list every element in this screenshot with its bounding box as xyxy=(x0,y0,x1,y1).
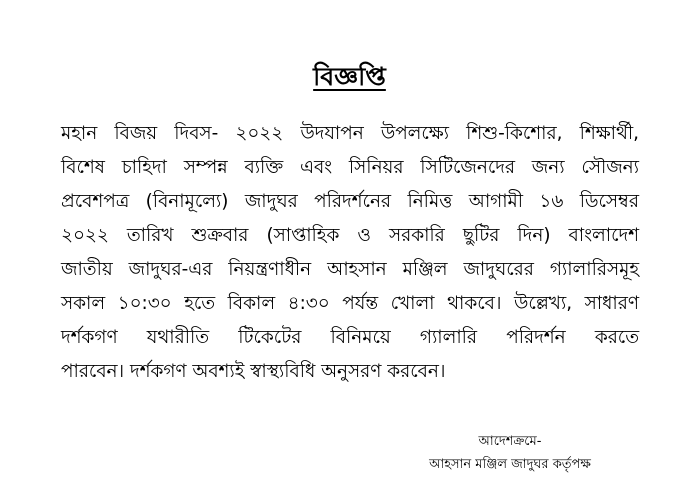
body-line-last: পারবেন। দর্শকগণ অবশ্যই স্বাস্থ্যবিধি অনুসরণ করবেন। xyxy=(61,361,446,382)
body-line: ২০২২ তারিখ শুক্রবার (সাপ্তাহিক ও সরকারি ছুটির দিন) বাংলাদেশ xyxy=(61,225,639,246)
signature-order-line: আদেশক্রমে- xyxy=(478,434,542,449)
body-line: সকাল ১০:৩০ হতে বিকাল ৪:৩০ পর্যন্ত খোলা থাকবে। উল্লেখ্য, সাধারণ xyxy=(61,293,639,314)
body-line: দর্শকগণ যথারীতি টিকেটের বিনিময়ে গ্যালারি পরিদর্শন করতে xyxy=(61,327,639,348)
body-line: বিশেষ চাহিদা সম্পন্ন ব্যক্তি এবং সিনিয়র সিটিজেনদের জন্য সৌজন্য xyxy=(61,157,639,178)
body-line: মহান বিজয় দিবস- ২০২২ উদযাপন উপলক্ষ্যে শিশু-কিশোর, শিক্ষার্থী, xyxy=(61,123,639,144)
body-line: প্রবেশপত্র (বিনামূল্যে) জাদুঘর পরিদর্শনের নিমিত্ত আগামী ১৬ ডিসেম্বর xyxy=(61,191,639,212)
signature-authority-line: আহসান মঞ্জিল জাদুঘর কর্তৃপক্ষ xyxy=(429,457,591,472)
notice-title xyxy=(0,60,699,94)
body-line: জাতীয় জাদুঘর-এর নিয়ন্ত্রণাধীন আহসান মঞ্জিল জাদুঘরের গ্যালারিসমূহ xyxy=(61,259,639,280)
notice-title-text: বিজ্ঞপ্তি xyxy=(313,62,386,91)
notice-body xyxy=(61,117,639,389)
